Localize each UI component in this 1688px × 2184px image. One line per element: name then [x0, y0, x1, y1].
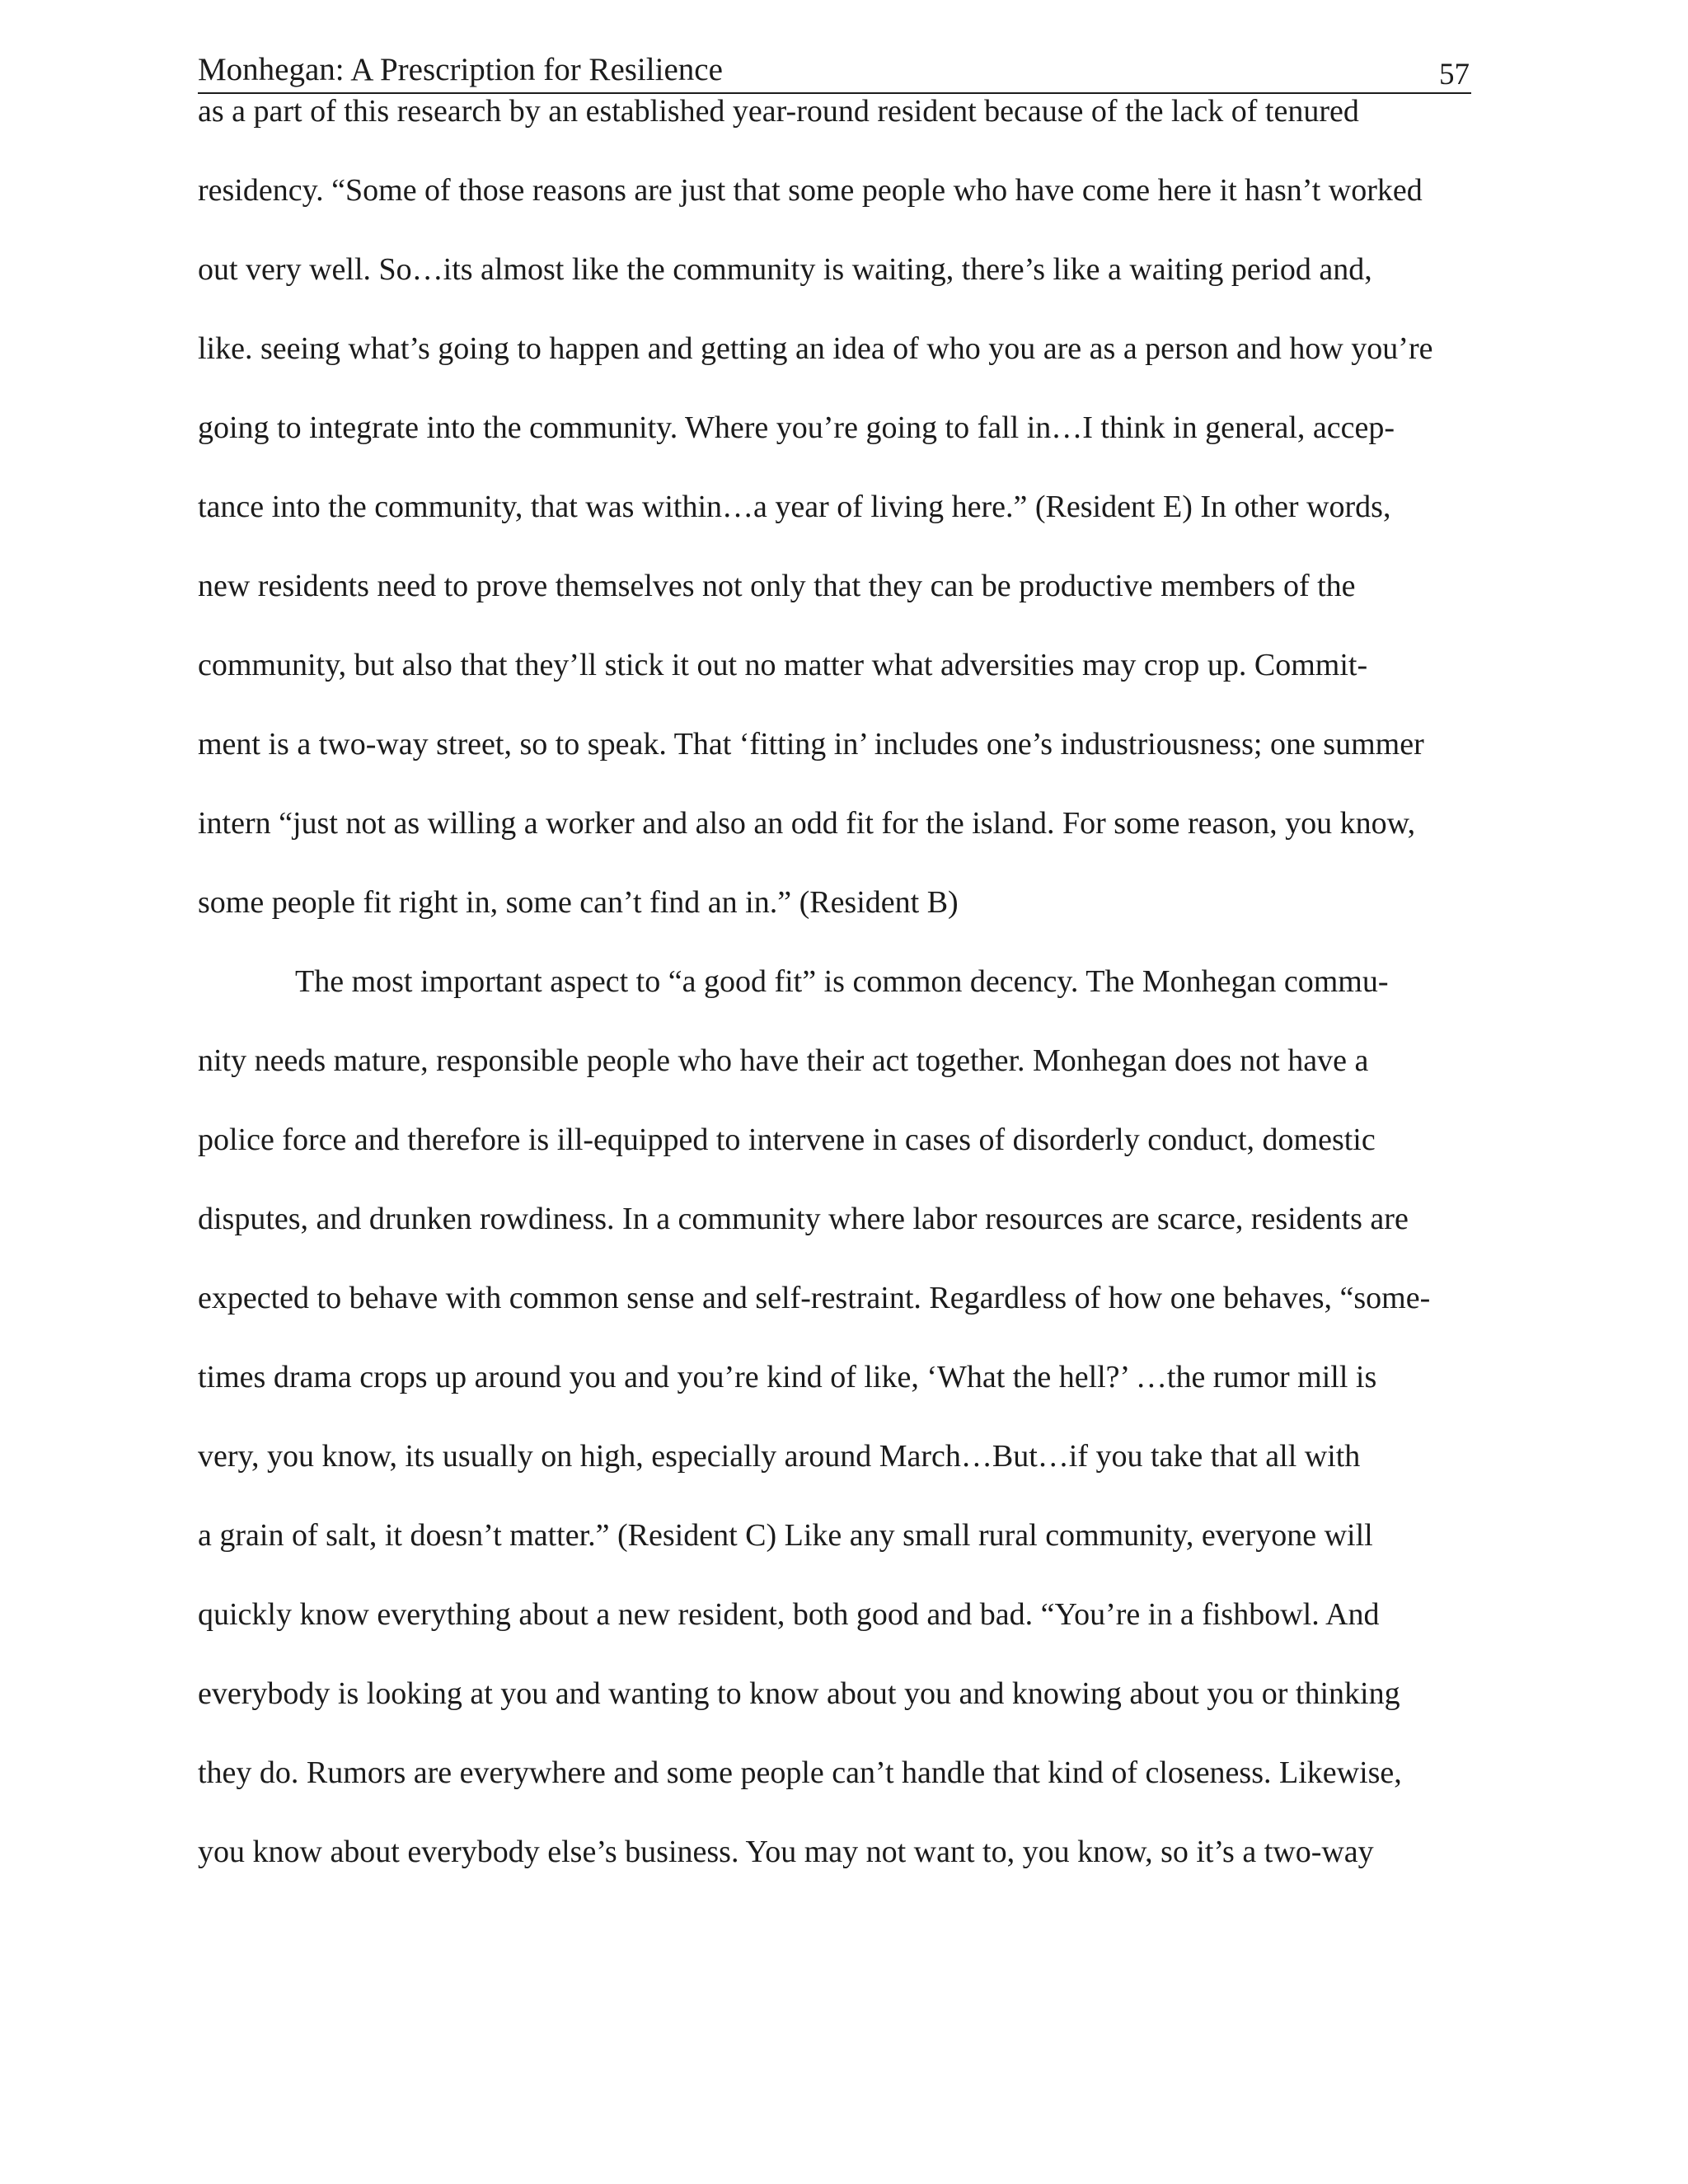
- text-line: community, but also that they’ll stick it out no matter what adversities may crop up. Commit-: [198, 648, 1368, 682]
- body-text: [198, 91, 1475, 1910]
- text-line: going to integrate into the community. Where you’re going to fall in…I think in general, accep-: [198, 410, 1395, 445]
- paragraph-first-line: The most important aspect to “a good fit” is common decency. The Monhegan commu-: [295, 964, 1389, 999]
- text-line: intern “just not as willing a worker and also an odd fit for the island. For some reason, you know,: [198, 806, 1416, 841]
- text-line: out very well. So…its almost like the community is waiting, there’s like a waiting period and,: [198, 252, 1372, 287]
- text-line: some people fit right in, some can’t find an in.” (Resident B): [198, 885, 959, 920]
- text-line: quickly know everything about a new resident, both good and bad. “You’re in a fishbowl. And: [198, 1597, 1380, 1632]
- text-line: residency. “Some of those reasons are just that some people who have come here it hasn’t worked: [198, 173, 1423, 208]
- text-line: disputes, and drunken rowdiness. In a community where labor resources are scarce, residents are: [198, 1202, 1409, 1236]
- text-line: tance into the community, that was within…a year of living here.” (Resident E) In other words,: [198, 490, 1391, 524]
- page-number: 57: [1439, 58, 1470, 91]
- text-line: ment is a two-way street, so to speak. That ‘fitting in’ includes one’s industriousness; one summer: [198, 727, 1424, 762]
- text-line: everybody is looking at you and wanting to know about you and knowing about you or thinking: [198, 1676, 1400, 1711]
- text-line: very, you know, its usually on high, especially around March…But…if you take that all with: [198, 1439, 1361, 1474]
- text-line: a grain of salt, it doesn’t matter.” (Resident C) Like any small rural community, everyone will: [198, 1518, 1373, 1553]
- text-line: like. seeing what’s going to happen and getting an idea of who you are as a person and how you’re: [198, 331, 1433, 366]
- text-line: times drama crops up around you and you’re kind of like, ‘What the hell?’ …the rumor mill is: [198, 1360, 1377, 1394]
- text-line: nity needs mature, responsible people who have their act together. Monhegan does not have a: [198, 1043, 1369, 1078]
- text-line: as a part of this research by an established year-round resident because of the lack of tenured: [198, 94, 1359, 129]
- text-line: they do. Rumors are everywhere and some people can’t handle that kind of closeness. Likewise,: [198, 1755, 1402, 1790]
- running-header: [198, 48, 1471, 94]
- header-title: Monhegan: A Prescription for Resilience: [198, 52, 723, 87]
- text-line: expected to behave with common sense and self-restraint. Regardless of how one behaves, “some-: [198, 1281, 1431, 1315]
- text-line: new residents need to prove themselves not only that they can be productive members of the: [198, 569, 1356, 603]
- text-line: you know about everybody else’s business. You may not want to, you know, so it’s a two-way: [198, 1835, 1374, 1869]
- text-line: police force and therefore is ill-equipped to intervene in cases of disorderly conduct, domestic: [198, 1122, 1376, 1157]
